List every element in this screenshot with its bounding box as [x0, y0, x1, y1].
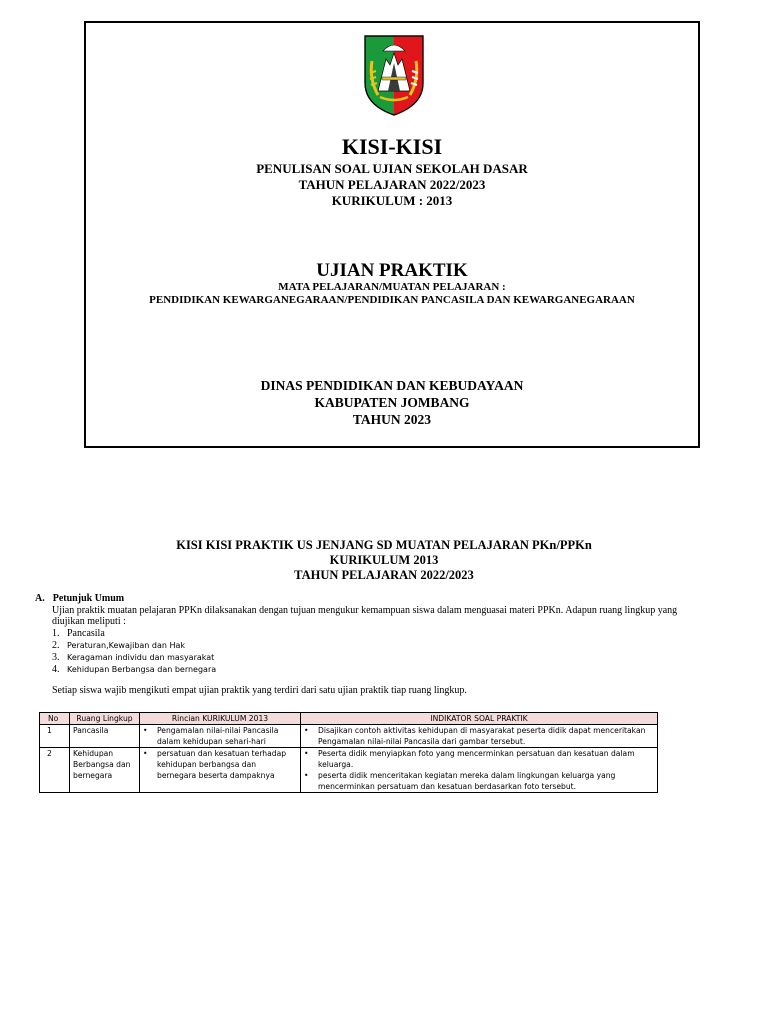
- cover-subtitle: [86, 161, 698, 209]
- list-item: [143, 748, 297, 781]
- list-number: 4.: [52, 664, 60, 675]
- indicator-text: Peserta didik menyiapkan foto yang mencerminkan persatuan dan kesatuan dalam keluarga.: [318, 749, 635, 769]
- list-item: [304, 770, 654, 792]
- list-item: [52, 664, 216, 676]
- cover-subtitle-line: PENULISAN SOAL UJIAN SEKOLAH DASAR: [256, 161, 528, 176]
- cell-no: 2: [40, 748, 70, 793]
- bullet-icon: •: [304, 771, 309, 780]
- detail-text: Pengamalan nilai-nilai Pancasila dalam kehidupan sehari-hari: [157, 726, 279, 746]
- bullet-icon: •: [143, 726, 148, 735]
- section-title-line: KURIKULUM 2013: [329, 553, 439, 567]
- section-heading: Petunjuk Umum: [52, 593, 125, 604]
- list-item: [52, 628, 216, 640]
- cell-indicators: [301, 725, 658, 748]
- table-row: [40, 748, 658, 793]
- list-item: [304, 748, 654, 770]
- subject-line: PENDIDIKAN KEWARGANEGARAAN/PENDIDIKAN PANCASILA DAN KEWARGANEGARAAN: [149, 294, 635, 306]
- cell-details: [140, 748, 301, 793]
- closing-paragraph: Setiap siswa wajib mengikuti empat ujian praktik yang terdiri dari satu ujian praktik tiap ruang lingkup.: [52, 685, 467, 696]
- header-indicators: INDIKATOR SOAL PRAKTIK: [301, 713, 658, 725]
- cover-title: KISI-KISI: [341, 134, 443, 159]
- bullet-icon: •: [304, 726, 309, 735]
- list-item: [52, 652, 216, 664]
- bullet-icon: •: [143, 749, 148, 758]
- cover-subtitle-line: TAHUN PELAJARAN 2022/2023: [298, 177, 486, 192]
- cell-details: [140, 725, 301, 748]
- section-title-line: KISI KISI PRAKTIK US JENJANG SD MUATAN PELAJARAN PKn/PPKn: [176, 538, 592, 552]
- section-letter: A.: [35, 593, 45, 604]
- cover-subtitle-line: KURIKULUM : 2013: [331, 193, 453, 208]
- kisi-table: [39, 712, 658, 793]
- agency-line: KABUPATEN JOMBANG: [314, 395, 470, 410]
- list-text: Peraturan,Kewajiban dan Hak: [67, 641, 186, 650]
- section-title-line: TAHUN PELAJARAN 2022/2023: [294, 568, 474, 582]
- bullet-icon: •: [304, 749, 309, 758]
- list-item: [304, 725, 654, 747]
- subject-title: [86, 281, 698, 307]
- header-no: No: [40, 713, 70, 725]
- intro-paragraph: Ujian praktik muatan pelajaran PPKn dilaksanakan dengan tujuan mengukur kemampuan siswa dalam menguasai materi PPKn. Adapun ruang lingkup yang diujikan meliputi :: [52, 605, 678, 627]
- exam-title: UJIAN PRAKTIK: [316, 260, 468, 281]
- list-number: 1.: [52, 628, 60, 639]
- agency-line: DINAS PENDIDIKAN DAN KEBUDAYAAN: [260, 378, 524, 393]
- subject-line: MATA PELAJARAN/MUATAN PELAJARAN :: [278, 281, 506, 293]
- agency-line: TAHUN 2023: [352, 412, 432, 427]
- indicator-text: Disajikan contoh aktivitas kehidupan di masyarakat peserta didik dapat menceritakan Pengamalan nilai-nilai Pancasila dari gambar tersebut.: [318, 726, 646, 746]
- detail-text: persatuan dan kesatuan terhadap kehidupan berbangsa dan bernegara beserta dampaknya: [157, 749, 287, 780]
- indicator-text: peserta didik menceritakan kegiatan mereka dalam lingkungan keluarga yang mencerminkan persatuam dan kesatuan berdasarkan foto tersebut.: [318, 771, 616, 791]
- header-scope: Ruang Lingkup: [70, 713, 140, 725]
- jombang-emblem-icon: [362, 33, 426, 117]
- list-text: Keragaman individu dan masyarakat: [67, 653, 215, 662]
- cell-no: 1: [40, 725, 70, 748]
- cell-indicators: [301, 748, 658, 793]
- cell-scope: Pancasila: [70, 725, 140, 748]
- list-number: 2.: [52, 640, 60, 651]
- table-row: [40, 725, 658, 748]
- list-item: [52, 640, 216, 652]
- list-number: 3.: [52, 652, 60, 663]
- cover-box: [84, 21, 700, 448]
- agency-block: [86, 377, 698, 428]
- table-header-row: [40, 713, 658, 725]
- list-item: [143, 725, 297, 747]
- scope-list: [52, 628, 216, 676]
- list-text: Pancasila: [67, 628, 105, 639]
- section-a-heading: [35, 593, 124, 604]
- cell-scope: Kehidupan Berbangsa dan bernegara: [70, 748, 140, 793]
- list-text: Kehidupan Berbangsa dan bernegara: [67, 665, 217, 674]
- section-title: [0, 538, 768, 583]
- header-details: Rincian KURIKULUM 2013: [140, 713, 301, 725]
